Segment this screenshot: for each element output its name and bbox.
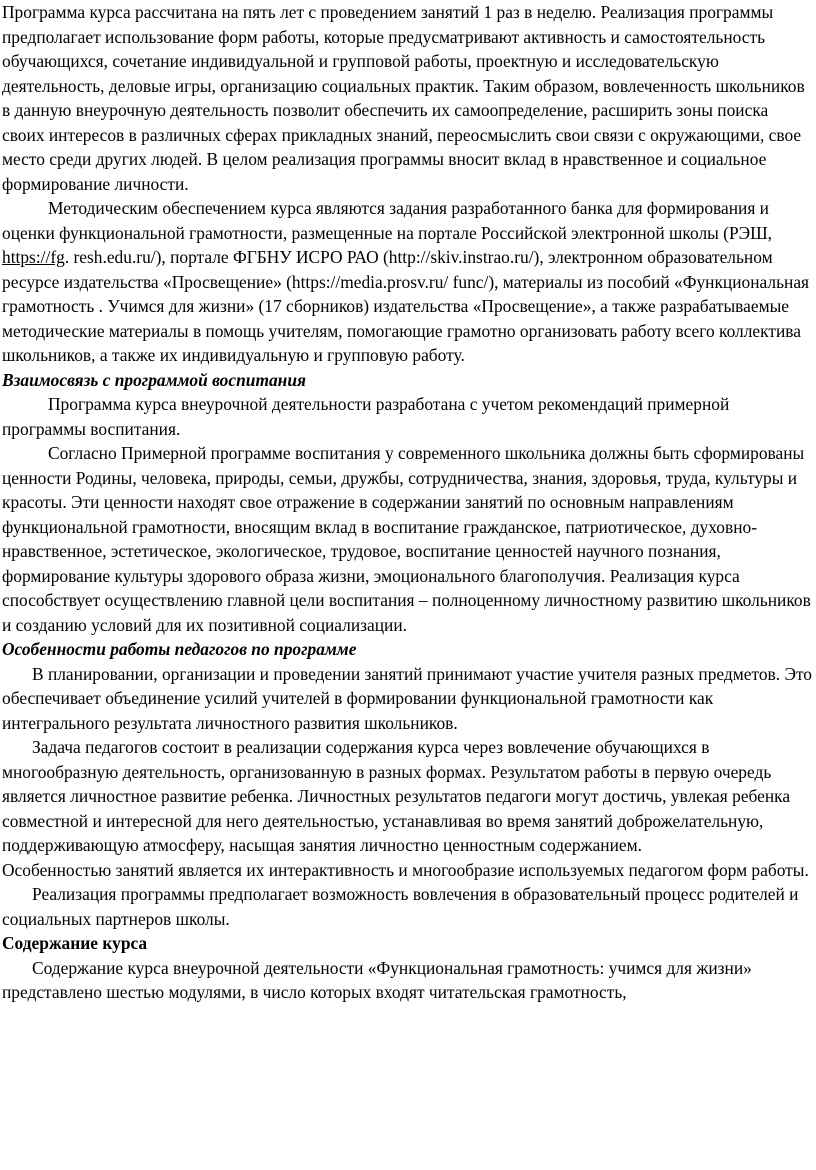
paragraph-course-content: Содержание курса внеурочной деятельности «Функциональная грамотность: учимся для жизни» представлено шестью модулями, в число которых входят читательская грамотность, xyxy=(2,957,752,1002)
section-heading-upbringing: Взаимосвязь с программой воспитания xyxy=(2,369,306,390)
paragraph-teachers-task: Задача педагогов состоит в реализации содержания курса через вовлечение обучающихся в многообразную деятельность, организованную в разных формах. Результатом работы в первую очередь является личностное развитие ребенка. Личностных результатов педагоги могут достичь, увлекая ребенка совместной и интересной для него деятельностью, устанавливая во время занятий доброжелательную, поддерживающую атмосферу, насыщая занятия личностно ценностным содержанием. xyxy=(2,737,791,855)
section-heading-teachers: Особенности работы педагогов по программе xyxy=(2,639,357,659)
paragraph-program-duration: Программа курса рассчитана на пять лет с проведением занятий 1 раз в неделю. Реализация программы предполагает использование форм работы, которые предусматривают активность и самостоятельность обучающихся, сочетание индивидуальной и групповой работы, проектную и исследовательскую деятельность, деловые игры, организацию социальных практик. Таким образом, вовлеченность школьников в данную внеурочную деятельность позволит обеспечить их самоопределение, расширить зоны поиска своих интересов в различных сферах прикладных знаний, переосмыслить свои связи с окружающими, свое место среди других людей. В целом реализация программы вносит вклад в нравственное и социальное формирование личности. xyxy=(2,2,805,194)
paragraph-methodical-support xyxy=(2,196,814,368)
paragraph-upbringing-values: Согласно Примерной программе воспитания у современного школьника должны быть сформированы ценности Родины, человека, природы, семьи, дружбы, сотрудничества, знания, здоровья, труда, культуры и красоты. Эти ценности находят свое отражение в содержании занятий по основным направлениям функциональной грамотности, вносящим вклад в воспитание гражданское, патриотическое, духовно-нравственное, эстетическое, экологическое, трудовое, воспитание ценностей научного познания, формирование культуры здорового образа жизни, эмоционального благополучия. Реализация курса способствует осуществлению главной цели воспитания – полноценному личностному развитию школьников и созданию условий для их позитивной социализации. xyxy=(2,443,811,635)
paragraph-text: Методическим обеспечением курса являются задания разработанного банка для формирования и оценки функциональной грамотности, размещенные на портале Российской электронной школы (РЭШ, xyxy=(2,198,773,243)
section-heading-content: Содержание курса xyxy=(2,933,148,953)
paragraph-text: . resh.edu.ru/), портале ФГБНУ ИСРО РАО (http://skiv.instrao.ru/), электронном образовательном ресурсе издательства «Просвещение» (https://media.prosv.ru/ func/), материалы из пособий «Функциональная грамотность . Учимся для жизни» (17 сборников) издательства «Просвещение», а также разрабатываемые методические материалы в помощь учителям, помогающие грамотно организовать работу всего коллектива школьников, а также их индивидуальную и групповую работу. xyxy=(2,247,810,365)
paragraph-upbringing-recommendations: Программа курса внеурочной деятельности разработана с учетом рекомендаций примерной программы воспитания. xyxy=(2,394,730,439)
paragraph-teachers-planning: В планировании, организации и проведении занятий принимают участие учителя разных предметов. Это обеспечивает объединение усилий учителей в формировании функциональной грамотности как интегрального результата личностного развития школьников. xyxy=(2,663,813,733)
resh-link[interactable]: https://fg xyxy=(2,247,65,267)
paragraph-interactivity: Особенностью занятий является их интерактивность и многообразие используемых педагогом форм работы. xyxy=(2,859,809,880)
paragraph-parents: Реализация программы предполагает возможность вовлечения в образовательный процесс родителей и социальных партнеров школы. xyxy=(2,884,799,929)
